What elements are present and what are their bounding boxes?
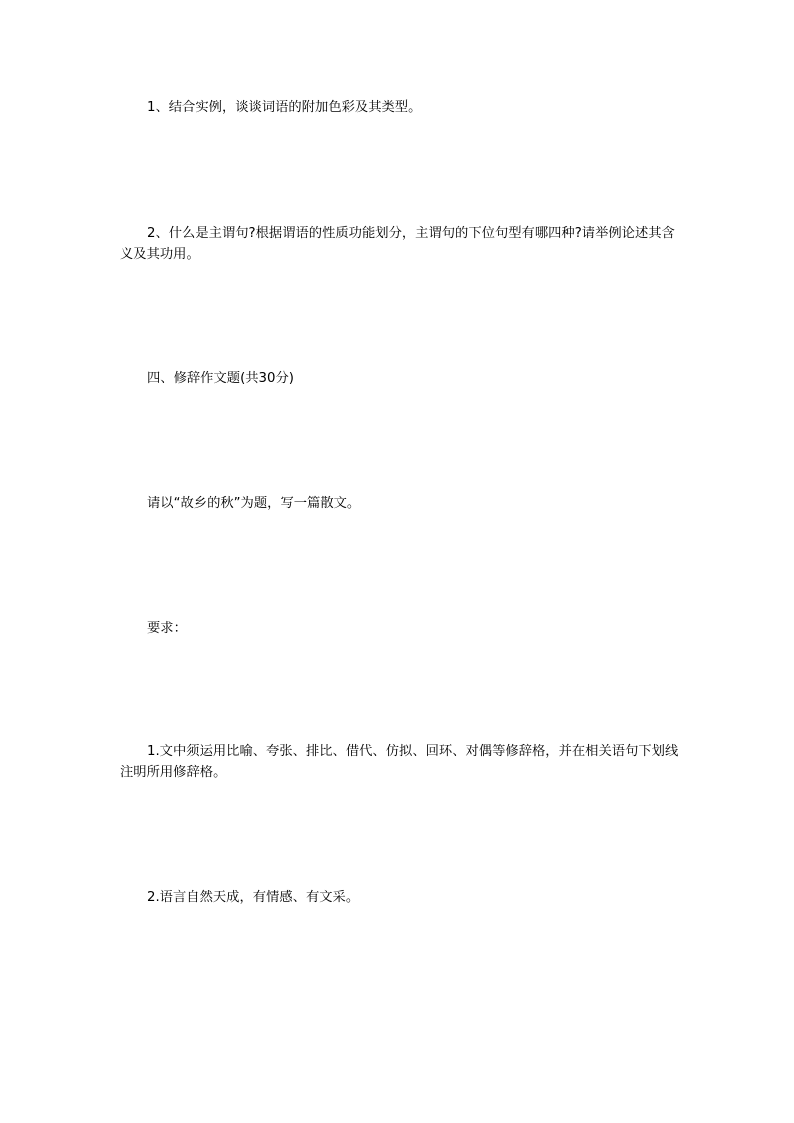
requirements-label: 要求： (147, 621, 187, 636)
question-1-paragraph: 1、结合实例，谈谈词语的附加色彩及其类型。 (147, 100, 422, 115)
essay-prompt-paragraph: 请以“故乡的秋”为题，写一篇散文。 (147, 496, 361, 511)
section-4-heading: 四、修辞作文题(共30分) (147, 371, 294, 386)
requirement-2-paragraph: 2.语言自然天成，有情感、有文采。 (147, 890, 360, 905)
requirement-1-paragraph: 1.文中须运用比喻、夸张、排比、借代、仿拟、回环、对偶等修辞格，并在相关语句下划线注明所用修辞格。 (120, 744, 679, 780)
question-2-paragraph: 2、什么是主谓句?根据谓语的性质功能划分，主谓句的下位句型有哪四种?请举例论述其含义及其功用。 (120, 226, 675, 262)
